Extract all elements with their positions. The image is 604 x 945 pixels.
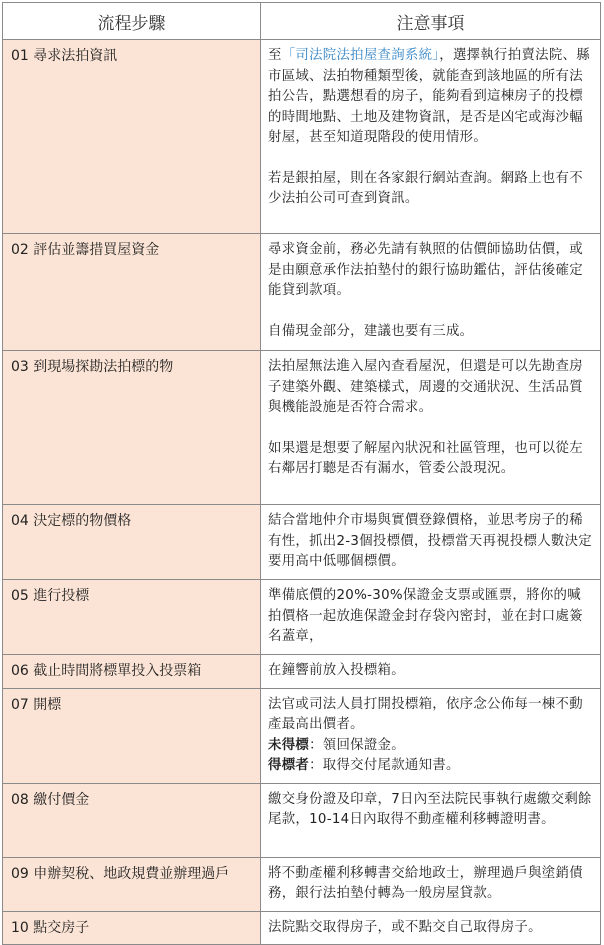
table-row <box>3 688 601 783</box>
step-label: 06 截止時間將標單投入投票箱 <box>3 655 261 689</box>
note-paragraph: 結合當地仲介市場與實價登錄價格，並思考房子的稀有性，抓出2-3個投標價，投標當天再視投標人數決定要用高中低哪個標價。 <box>268 513 592 569</box>
step-note <box>261 857 601 911</box>
step-note <box>261 911 601 945</box>
step-note <box>261 783 601 857</box>
note-paragraph: 在鐘響前放入投標箱。 <box>268 663 405 678</box>
note-text: ：領回保證金。 <box>309 737 405 753</box>
table-row <box>3 655 601 689</box>
step-label: 01 尋求法拍資訊 <box>3 40 261 234</box>
note-paragraph: 自備現金部分，建議也要有三成。 <box>268 323 474 339</box>
judicial-auction-system-link[interactable]: 「司法院法拍屋查詢系統」 <box>281 48 440 63</box>
header-notes: 注意事項 <box>261 3 601 40</box>
header-step: 流程步驟 <box>3 3 261 40</box>
table-row <box>3 40 601 234</box>
table-row <box>3 857 601 911</box>
note-paragraph: 法拍屋無法進入屋內查看屋況，但還是可以先勘查房子建築外觀、建築樣式，周邊的交通狀況、生活品質與機能設施是否符合需求。 <box>268 359 583 415</box>
step-label: 03 到現場探勘法拍標的物 <box>3 351 261 505</box>
step-label: 05 進行投標 <box>3 580 261 655</box>
step-note <box>261 580 601 655</box>
note-text: ：取得交付尾款通知書。 <box>309 758 460 773</box>
note-paragraph: 將不動產權利移轉書交給地政士，辦理過戶與塗銷債務，銀行法拍墊付轉為一般房屋貸款。 <box>268 865 583 901</box>
note-label: 未得標 <box>268 737 310 753</box>
step-label: 08 繳付價金 <box>3 783 261 857</box>
table-row <box>3 234 601 351</box>
process-table <box>2 2 601 945</box>
step-note <box>261 40 601 234</box>
step-label: 04 決定標的物價格 <box>3 505 261 580</box>
table-row <box>3 783 601 857</box>
note-line <box>268 756 593 777</box>
note-text: 至 <box>268 48 282 63</box>
note-label: 得標者 <box>268 758 310 773</box>
note-paragraph: 若是銀拍屋，則在各家銀行網站查詢。網路上也有不少法拍公司可查到資訊。 <box>268 170 583 206</box>
step-label: 10 點交房子 <box>3 911 261 945</box>
step-note <box>261 351 601 505</box>
note-text: ，選擇執行拍賣法院、縣市區域、法拍物種類型後，就能查到該地區的所有法拍公告，點選想看的房子，能夠看到這棟房子的投標的時間地點、土地及建物資訊，是否是凶宅或海沙輻射屋，甚至知道現階段的使用情形。 <box>268 48 590 145</box>
step-label: 02 評估並籌措買屋資金 <box>3 234 261 351</box>
note-line <box>268 736 593 757</box>
step-note <box>261 234 601 351</box>
note-paragraph <box>268 46 593 149</box>
table-header-row <box>3 3 601 40</box>
step-note <box>261 505 601 580</box>
note-paragraph: 如果還是想要了解屋內狀況和社區管理，也可以從左右鄰居打聽是否有漏水，管委公設現況。 <box>268 440 583 476</box>
table-row <box>3 580 601 655</box>
note-paragraph: 準備底價的20%-30%保證金支票或匯票，將你的喊拍價格一起放進保證金封存袋內密封，並在封口處簽名蓋章， <box>268 588 583 644</box>
note-paragraph: 尋求資金前，務必先請有執照的估價師協助估價，或是由願意承作法拍墊付的銀行協助鑑估，評估後確定能貸到款項。 <box>268 242 583 298</box>
table-row <box>3 911 601 945</box>
note-paragraph: 繳交身份證及印章，7日內至法院民事執行處繳交剩餘尾款，10-14日內取得不動產權利移轉證明書。 <box>268 791 592 827</box>
step-note <box>261 655 601 689</box>
step-note <box>261 688 601 783</box>
step-label: 09 申辦契稅、地政規費並辦理過戶 <box>3 857 261 911</box>
note-paragraph: 法院點交取得房子，或不點交自己取得房子。 <box>268 919 542 935</box>
table-row <box>3 351 601 505</box>
note-paragraph: 法官或司法人員打開投標箱，依序念公佈每一棟不動產最高出價者。 <box>268 696 583 732</box>
step-label: 07 開標 <box>3 688 261 783</box>
table-row <box>3 505 601 580</box>
